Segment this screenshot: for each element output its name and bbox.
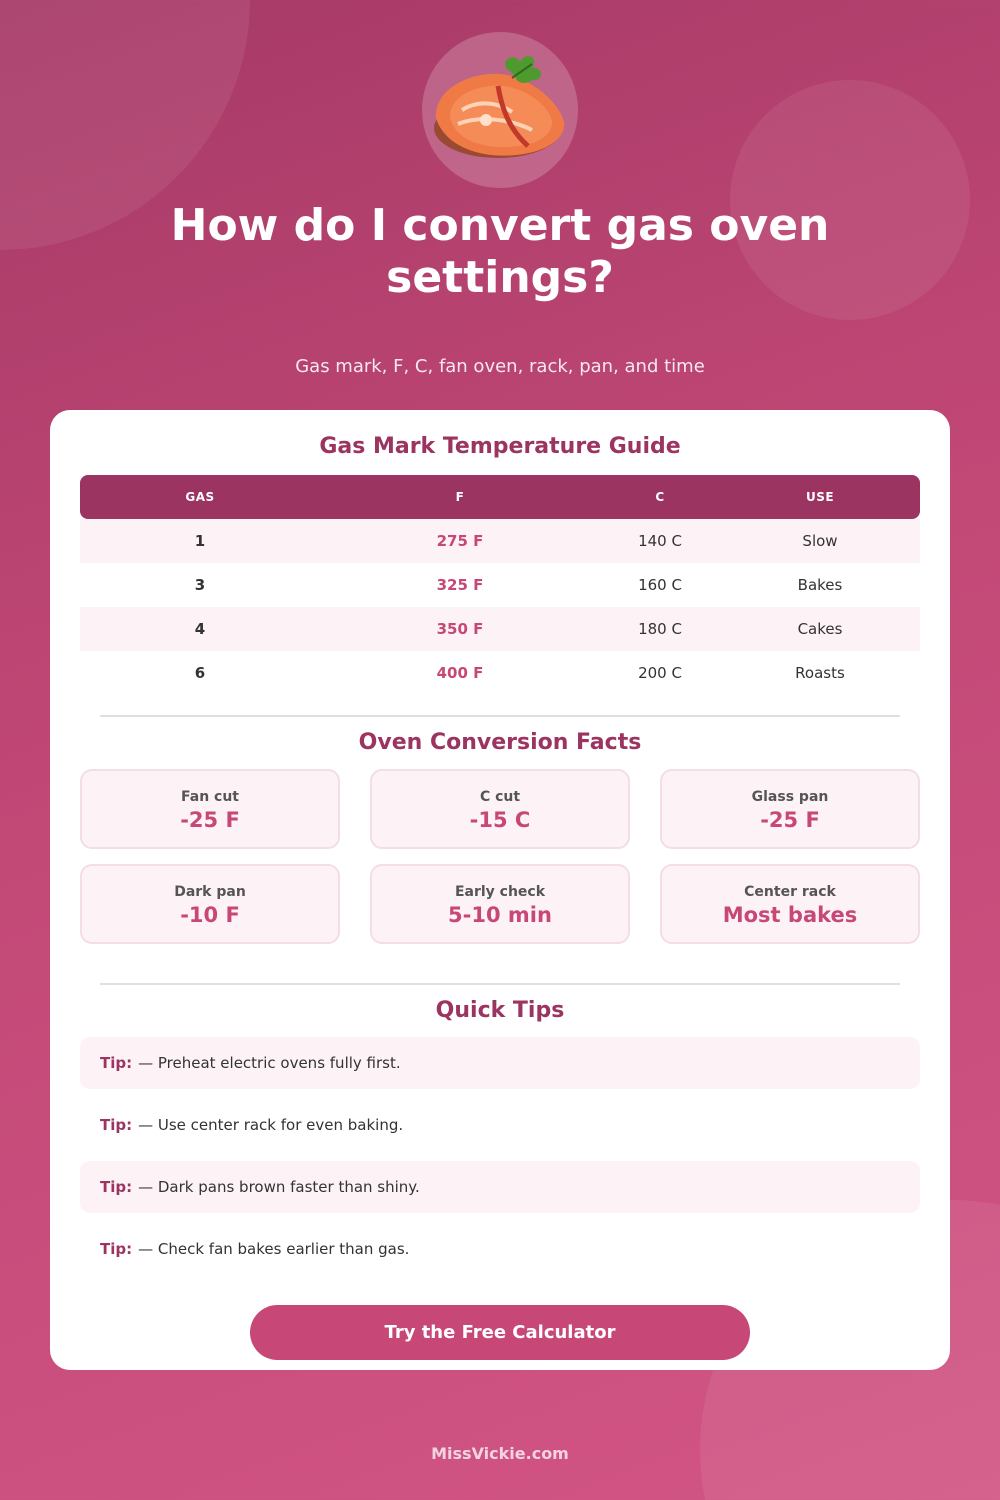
list-item xyxy=(80,1161,920,1213)
tips-list xyxy=(80,1037,920,1285)
tip-prefix: Tip: xyxy=(100,1054,133,1072)
fact-label: C cut xyxy=(479,789,521,805)
hero-icon-circle xyxy=(422,32,578,188)
tip-text: — Dark pans brown faster than shiny. xyxy=(138,1178,420,1196)
fact-label: Early check xyxy=(454,884,546,900)
fact-card xyxy=(660,769,920,849)
table-header xyxy=(80,475,920,519)
table-row xyxy=(80,563,920,607)
fact-card xyxy=(80,769,340,849)
cell-c: 200 C xyxy=(638,664,682,682)
fact-value: -25 F xyxy=(180,808,240,832)
tip-text: — Check fan bakes earlier than gas. xyxy=(138,1240,410,1258)
fact-value: -15 C xyxy=(469,808,531,832)
fact-value: -25 F xyxy=(760,808,820,832)
table-row xyxy=(80,607,920,651)
fact-card xyxy=(80,864,340,944)
free-calculator-button[interactable]: Try the Free Calculator xyxy=(250,1305,750,1360)
cell-f: 325 F xyxy=(436,576,484,594)
header-use: USE xyxy=(805,490,835,504)
list-item xyxy=(80,1037,920,1089)
tip-text: — Use center rack for even baking. xyxy=(138,1116,404,1134)
header-gas: GAS xyxy=(185,490,215,504)
section-divider xyxy=(100,983,900,985)
footer-site-link[interactable]: MissVickie.com xyxy=(431,1444,569,1463)
tips-title: Quick Tips xyxy=(435,998,565,1023)
header-f: F xyxy=(455,490,465,504)
cell-gas: 6 xyxy=(194,664,206,682)
tip-prefix: Tip: xyxy=(100,1240,133,1258)
gas-mark-table xyxy=(80,475,920,695)
cell-gas: 3 xyxy=(194,576,206,594)
header-c: C xyxy=(655,490,665,504)
fact-card xyxy=(370,864,630,944)
table-title: Gas Mark Temperature Guide xyxy=(319,434,681,459)
list-item xyxy=(80,1223,920,1275)
cell-gas: 1 xyxy=(194,532,206,550)
tip-text: — Preheat electric ovens fully first. xyxy=(138,1054,401,1072)
tip-prefix: Tip: xyxy=(100,1116,133,1134)
cell-f: 350 F xyxy=(436,620,484,638)
cell-f: 275 F xyxy=(436,532,484,550)
fact-card xyxy=(370,769,630,849)
section-divider xyxy=(100,715,900,717)
list-item xyxy=(80,1099,920,1151)
table-row xyxy=(80,651,920,695)
page-title: How do I convert gas oven settings? xyxy=(170,200,830,303)
fact-label: Dark pan xyxy=(174,884,246,900)
cell-use: Roasts xyxy=(795,664,845,682)
cell-gas: 4 xyxy=(194,620,206,638)
fact-value: -10 F xyxy=(180,903,240,927)
cell-c: 140 C xyxy=(638,532,682,550)
cell-use: Cakes xyxy=(797,620,843,638)
cell-use: Slow xyxy=(802,532,838,550)
cell-f: 400 F xyxy=(436,664,484,682)
content-card xyxy=(50,410,950,1370)
fact-value: 5-10 min xyxy=(448,903,552,927)
fact-card xyxy=(660,864,920,944)
page-subtitle: Gas mark, F, C, fan oven, rack, pan, and time xyxy=(295,356,705,377)
facts-title: Oven Conversion Facts xyxy=(358,730,642,755)
cell-use: Bakes xyxy=(797,576,843,594)
cell-c: 160 C xyxy=(638,576,682,594)
fact-label: Fan cut xyxy=(181,789,239,805)
fact-label: Glass pan xyxy=(751,789,829,805)
fact-value: Most bakes xyxy=(722,903,858,927)
table-row xyxy=(80,519,920,563)
cell-c: 180 C xyxy=(638,620,682,638)
fact-label: Center rack xyxy=(744,884,836,900)
tip-prefix: Tip: xyxy=(100,1178,133,1196)
salmon-steak-icon xyxy=(428,50,572,172)
